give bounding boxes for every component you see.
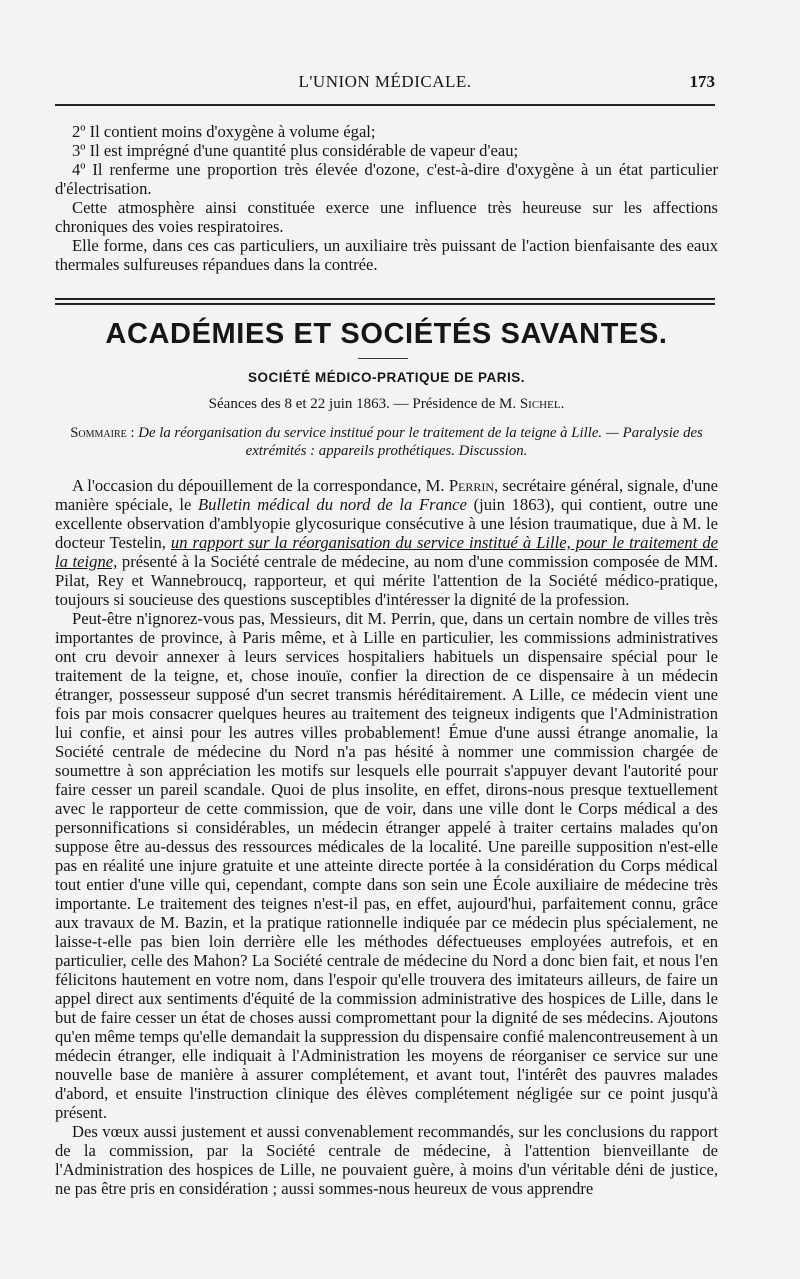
- header-rule: [55, 104, 715, 106]
- summary-text: De la réorganisation du service institué pour le traitement de la teigne à Lille. — Paralysie des extrémités : appareils prothétiques. Discussion.: [138, 425, 703, 459]
- body-paragraph-1: [55, 476, 718, 609]
- intro-paragraph-2: Elle forme, dans ces cas particuliers, un auxiliaire très puissant de l'action bienfaisante des eaux thermales sulfureuses répandues dans la contrée.: [55, 236, 718, 274]
- p1-text-b: , secrétaire général, signale, d'une manière spéciale, le: [55, 476, 718, 514]
- body-paragraph-3: Des vœux aussi justement et aussi convenablement recommandés, sur les conclusions du rapport de la commission, par la Société centrale de médecine, à l'attention bienveillante de l'Administration des hospices de Lille, ne pouvaient guère, à moins d'un véritable déni de justice, ne pas être pris en considération ; aussi sommes-nous heureux de vous apprendre: [55, 1122, 718, 1198]
- page-header: [55, 72, 715, 100]
- p1-text-c: (juin 1863), qui contient, outre une excellente observation d'amblyopie glycosurique consécutive à une lésion traumatique, due à M. le docteur Testelin,: [55, 495, 718, 552]
- section-divider: [55, 298, 715, 305]
- session-dates: [55, 396, 718, 413]
- page-number: 173: [689, 72, 715, 91]
- running-title: L'UNION MÉDICALE.: [298, 72, 472, 91]
- report-title: un rapport sur la réorganisation du service institué à Lille, pour le traitement de la teigne,: [55, 533, 718, 571]
- section-title: ACADÉMIES ET SOCIÉTÉS SAVANTES.: [105, 318, 668, 350]
- session-text: Séances des 8 et 22 juin 1863. — Présidence de M.: [208, 396, 520, 412]
- summary-label: Sommaire :: [70, 425, 135, 441]
- p1-text-d: présenté à la Société centrale de médecine, au nom d'une commission composée de MM. Pilat, Rey et Wannebroucq, rapporteur, et qui mérite l'attention de la Société médico-pratique, toujours si soucieuse des questions susceptibles d'intéresser la dignité de la profession.: [55, 552, 719, 609]
- list-item-4: 4º Il renferme une proportion très élevée d'ozone, c'est-à-dire d'oxygène à un état particulier d'électrisation.: [55, 160, 718, 198]
- journal-title: Bulletin médical du nord de la France: [198, 495, 467, 514]
- society-title: SOCIÉTÉ MÉDICO-PRATIQUE DE PARIS.: [247, 370, 526, 385]
- secretary-name: Perrin: [448, 476, 495, 495]
- article-body: [55, 476, 718, 1198]
- intro-paragraph-1: Cette atmosphère ainsi constituée exerce une influence très heureuse sur les affections chroniques des voies respiratoires.: [55, 198, 718, 236]
- p1-text-a: A l'occasion du dépouillement de la correspondance, M.: [72, 476, 449, 495]
- body-paragraph-2: Peut-être n'ignorez-vous pas, Messieurs, dit M. Perrin, que, dans un certain nombre de villes très importantes de province, à Paris même, et à Lille en particulier, les commissions administratives ont cru devoir annexer à leurs services hospitaliers habituels un dispensaire spécial pour le traitement de la teigne, et, chose inouïe, confier la direction de ce dispensaire à un médecin étranger, possesseur supposé d'un secret transmis héréditairement. A Lille, ce médecin vient une fois par mois consacrer quelques heures au traitement des teigneux indigents que l'Administration lui confie, et ainsi pour les autres villes probablement! Émue d'une aussi étrange anomalie, la Société centrale de médecine du Nord n'a pas hésité à nommer une commission chargée de soumettre à son appréciation les motifs sur lesquels elle pourrait s'appuyer devant l'autorité pour faire cesser un pareil scandale. Quoi de plus insolite, en effet, dirons-nous presque textuellement avec le rapporteur de cette commission, que de voir, dans une ville dont le Corps médical a des personnifications si considérables, un médecin étranger appelé à traiter certains malades qu'on suppose être au-dessus des ressources médicales de la localité. Une pareille supposition n'est-elle pas en réalité une injure gratuite et une atteinte directe portée à la considération du Corps médical tout entier d'une ville qui, cependant, compte dans son sein une École auxiliaire de médecine très importante. Le traitement des teignes n'est-il pas, en effet, aujourd'hui, parfaitement connu, grâce aux travaux de M. Bazin, et la pratique rationnelle indiquée par ce médecin plus spécialement, ne laisse-t-elle pas bien loin derrière elle les méthodes défectueuses employées autrefois, et en particulier, celle des Mahon? La Société centrale de médecine du Nord a donc bien fait, et nous l'en félicitons hautement en votre nom, dans l'espoir qu'elle trouvera des imitateurs ailleurs, de faire un appel direct aux sentiments d'équité de la commission administrative des hospices de Lille, dans le but de faire cesser un état de choses aussi compromettant pour la dignité de ses médecins. Ajoutons qu'en même temps qu'elle demandait la suppression du dispensaire confié malencontreusement à un médecin étranger, elle indiquait à l'Administration les moyens de réorganiser ce service sur une nouvelle base de manière à assurer complétement, et avant tout, l'intérêt des pauvres malades d'abord, et ensuite l'instruction clinique des élèves complétement négligée sur ce point jusqu'à présent.: [55, 609, 718, 1122]
- session-end: .: [560, 396, 565, 412]
- president-name: Sichel: [519, 396, 561, 412]
- summary: [55, 424, 718, 460]
- list-item-3: 3º Il est imprégné d'une quantité plus considérable de vapeur d'eau;: [72, 141, 519, 160]
- intro-block: [55, 122, 718, 274]
- title-underline: [358, 358, 408, 359]
- list-item-2: 2º Il contient moins d'oxygène à volume égal;: [72, 122, 376, 141]
